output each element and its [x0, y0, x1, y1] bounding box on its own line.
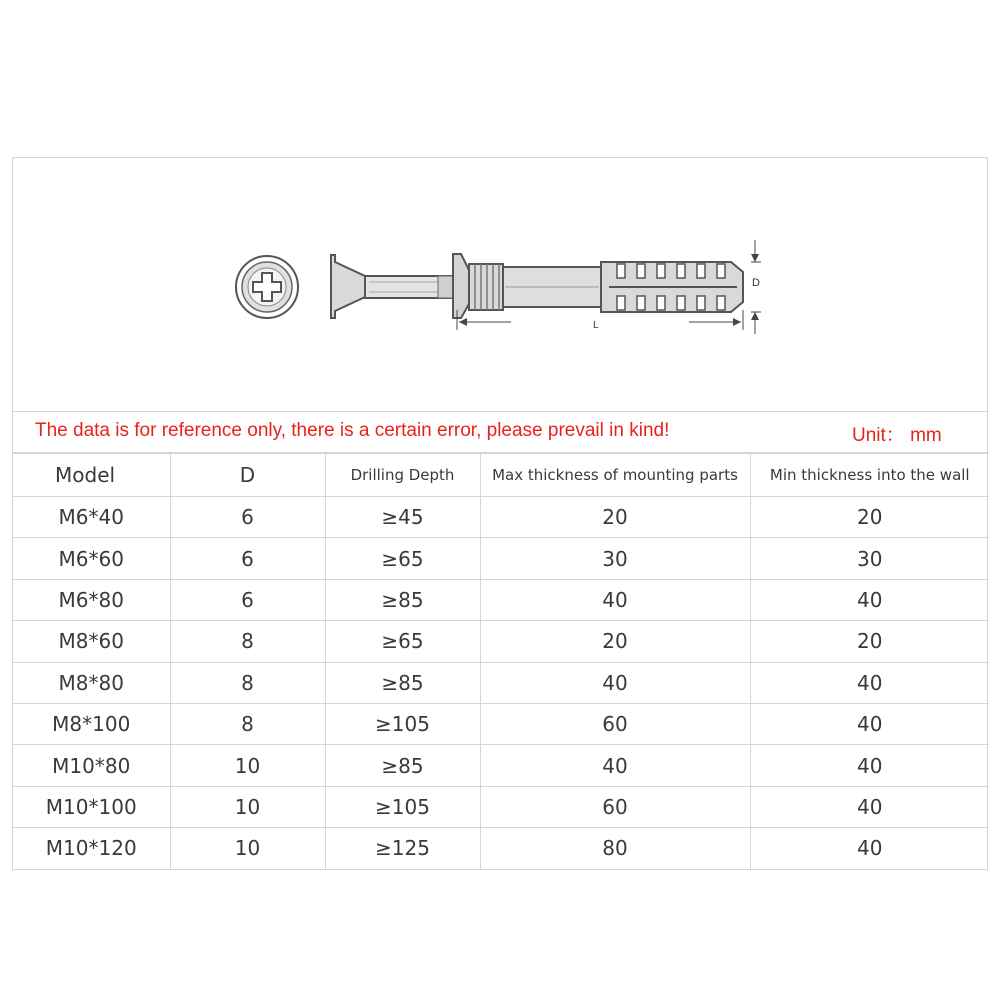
- cell-min-thickness: 40: [750, 745, 989, 786]
- header-drilling-depth: Drilling Depth: [325, 454, 480, 497]
- table-header-row: [13, 454, 989, 497]
- cell-model: M10*100: [13, 786, 170, 827]
- cell-d: 8: [170, 662, 325, 703]
- cell-model: M8*100: [13, 703, 170, 744]
- technical-drawing: [13, 158, 987, 411]
- length-label: L: [593, 320, 599, 331]
- table-row: [13, 579, 989, 620]
- cell-max-thickness: 30: [480, 538, 750, 579]
- table-row: [13, 828, 989, 869]
- cell-model: M8*60: [13, 621, 170, 662]
- length-dimension: [457, 310, 743, 331]
- cell-min-thickness: 30: [750, 538, 989, 579]
- cell-min-thickness: 20: [750, 497, 989, 538]
- table-row: [13, 497, 989, 538]
- header-max-thickness: Max thickness of mounting parts: [480, 454, 750, 497]
- header-model: Model: [13, 454, 170, 497]
- cell-max-thickness: 60: [480, 703, 750, 744]
- cell-max-thickness: 40: [480, 579, 750, 620]
- cell-d: 6: [170, 579, 325, 620]
- cell-max-thickness: 20: [480, 621, 750, 662]
- screw-side-view: [331, 255, 461, 318]
- cell-model: M10*120: [13, 828, 170, 869]
- cell-min-thickness: 40: [750, 579, 989, 620]
- cell-model: M6*60: [13, 538, 170, 579]
- cell-max-thickness: 40: [480, 745, 750, 786]
- cell-max-thickness: 40: [480, 662, 750, 703]
- header-min-thickness: Min thickness into the wall: [750, 454, 989, 497]
- cell-max-thickness: 80: [480, 828, 750, 869]
- diameter-dimension: [751, 240, 761, 334]
- cell-drilling-depth: ≥65: [325, 538, 480, 579]
- cell-drilling-depth: ≥65: [325, 621, 480, 662]
- cell-drilling-depth: ≥45: [325, 497, 480, 538]
- spec-sheet: [12, 157, 988, 870]
- cell-min-thickness: 40: [750, 828, 989, 869]
- cell-min-thickness: 20: [750, 621, 989, 662]
- cell-model: M10*80: [13, 745, 170, 786]
- cell-max-thickness: 20: [480, 497, 750, 538]
- cell-drilling-depth: ≥85: [325, 745, 480, 786]
- cell-d: 8: [170, 703, 325, 744]
- table-row: [13, 621, 989, 662]
- reference-notice: The data is for reference only, there is a certain error, please prevail in kind!: [35, 420, 670, 441]
- anchor-screw-drawing: [13, 158, 989, 411]
- cell-d: 10: [170, 786, 325, 827]
- cell-d: 10: [170, 745, 325, 786]
- header-d: D: [170, 454, 325, 497]
- cell-d: 8: [170, 621, 325, 662]
- cell-drilling-depth: ≥105: [325, 786, 480, 827]
- notice-row: [13, 411, 987, 453]
- screw-head-end-view: [236, 256, 298, 318]
- cell-model: M6*40: [13, 497, 170, 538]
- plug-sleeve: [503, 262, 743, 312]
- unit-label: Unit： mm: [852, 425, 942, 446]
- plug-collar: [453, 254, 503, 318]
- cell-drilling-depth: ≥125: [325, 828, 480, 869]
- cell-min-thickness: 40: [750, 786, 989, 827]
- cell-min-thickness: 40: [750, 662, 989, 703]
- spec-table: [13, 453, 989, 869]
- cell-model: M8*80: [13, 662, 170, 703]
- cell-drilling-depth: ≥85: [325, 579, 480, 620]
- cell-min-thickness: 40: [750, 703, 989, 744]
- table-row: [13, 703, 989, 744]
- table-row: [13, 662, 989, 703]
- cell-max-thickness: 60: [480, 786, 750, 827]
- table-row: [13, 786, 989, 827]
- cell-d: 6: [170, 497, 325, 538]
- cell-d: 6: [170, 538, 325, 579]
- table-row: [13, 538, 989, 579]
- diameter-label: D: [752, 277, 760, 289]
- cell-model: M6*80: [13, 579, 170, 620]
- cell-drilling-depth: ≥105: [325, 703, 480, 744]
- cell-d: 10: [170, 828, 325, 869]
- cell-drilling-depth: ≥85: [325, 662, 480, 703]
- table-row: [13, 745, 989, 786]
